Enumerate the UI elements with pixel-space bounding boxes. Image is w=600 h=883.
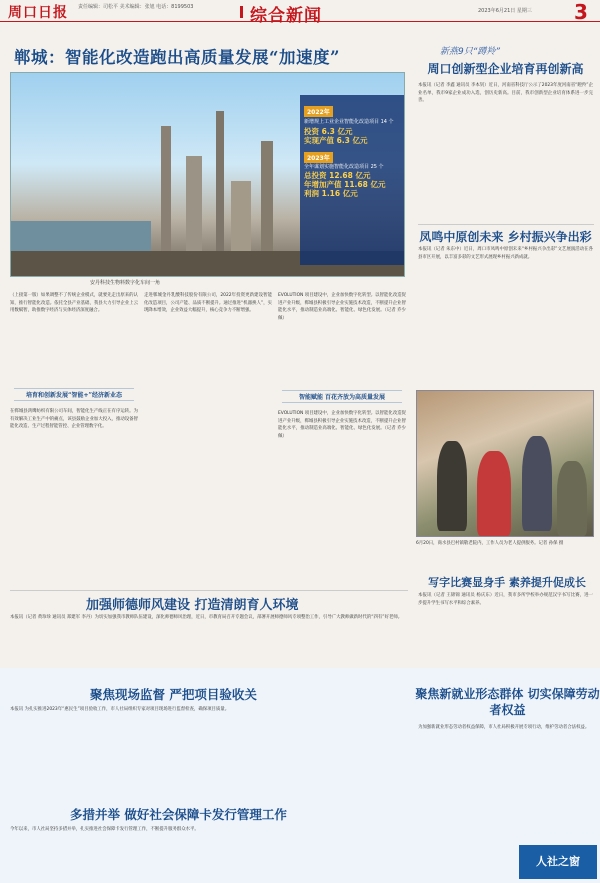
infobox-line: 新增规上工业企业智能化改造项目 14 个 [304, 119, 394, 125]
infobox-line: 实现产值 6.3 亿元 [304, 136, 368, 145]
page-number: 3 [574, 0, 588, 24]
bottom-body-2: 今年以来，市人社局坚持多措并举，扎实推进社会保障卡发行管理工作，不断提升服务群众水平。 [10, 827, 199, 832]
bottom-headline-3: 聚焦新就业形态群体 切实保障劳动者权益 [415, 687, 600, 717]
bottom-body-3: 为加强新就业形态劳动者权益保障，市人社局积极开展专项行动，维护劳动者合法权益。 [418, 725, 590, 730]
lead-headline: 郸城：智能化改造跑出高质量发展“加速度” [14, 48, 340, 67]
stats-infobox [300, 95, 404, 265]
lead-body-col1: （上接第一版）如果调整不了传统企业模式，就要先走出原来的认知，推行智能化改造。依托全县产业基础，我县大力引导企业上云用数赋智，助推数字经济与实体经济深度融合。 [10, 293, 138, 314]
hr-window-badge: 人社之窗 [519, 845, 597, 879]
newspaper-logo: 周口日报 [8, 5, 68, 21]
right-headline-1: 周口创新型企业培育再创新高 [427, 62, 584, 76]
right-body-1: 本报讯（记者 李鑫 通讯员 李本钊）近日，河南省科技厅公示了2023年度河南省“瞪羚”企业名单，我市9家企业成功入选，创历史新高。目前，我市创新型企业培育体系进一步完善。 [418, 83, 593, 104]
right-kicker: 新燕9只“蹲羚” [440, 47, 501, 57]
elderly-care-photo [416, 390, 594, 537]
infobox-line: 利润 1.16 亿元 [304, 189, 358, 198]
right-headline-2: 凤鸣中原创未来 乡村振兴争出彩 [419, 230, 592, 244]
lead-body-col2: 走进郸城金丹乳酸科技股份有限公司，2022年投资更新建设智能化改造项目，公司产能、品质不断提升。通过推进“机器换人”，实现降本增效，企业效益大幅提升，核心竞争力不断增强。 [144, 293, 272, 314]
bottom-headline-2: 多措并举 做好社会保障卡发行管理工作 [70, 807, 287, 822]
lead-subhead-1: 培育和创新发展“智能+”经济新业态 [14, 388, 134, 401]
lead-photo-caption: 安丹科技生物料数字化车间一角 [90, 280, 161, 286]
infobox-line: 年增加产值 11.68 亿元 [304, 180, 386, 189]
bottom-headline-1: 聚焦现场监督 严把项目验收关 [90, 687, 257, 702]
masthead-info: 责任编辑：司松平 美术编辑：张旭 电话：8199503 [78, 4, 194, 10]
section-title: 综合新闻 [250, 1, 322, 26]
infobox-line: 全年谋划实施智能化改造项目 25 个 [304, 164, 384, 170]
middle-headline: 加强师德师风建设 打造清朗育人环境 [86, 598, 299, 613]
infobox-line: 投资 6.3 亿元 [304, 127, 353, 136]
lead-body-col3b: EVOLUTION 项目建设中，企业加快数字化转型。以智能化改造促进产业升级，郸城县积极引导企业实施技术改造，不断提升企业智能化水平，推动制造业高端化、智能化、绿色化发展。（记者 乔少佩） [278, 411, 406, 439]
right-body-3: 本报讯（记者 王锦锦 通讯员 杨庆东）近日，我市多所学校举办规范汉字书写比赛，进一步提升学生书写水平和综合素养。 [418, 593, 593, 606]
right-photo-caption: 6月20日，商水县巴村镇敬老院内，工作人员为老人提供服务。记者 孙保 摄 [416, 541, 564, 546]
infobox-line: 总投资 12.68 亿元 [304, 171, 371, 180]
infobox-year-2023: 2023年 [304, 152, 333, 163]
infobox-year-2022: 2022年 [304, 106, 333, 117]
lead-body-col1b: 在郸城县鸿鹰纺织有限公司车间，智能化生产线正在有序运转。为有效解决工业生产中的痛点，该县鼓励企业加大投入，推动设备智能化改造、生产过程智能管控、企业管理数字化。 [10, 409, 138, 430]
middle-body: 本报讯（记者 黄珍珍 通讯员 郑建军 李丹）为切实加强我市教师队伍建设，深化师德师风治理，近日，市教育局召开专题会议，部署开展师德师风专项整治工作，引导广大教师做新时代的“四有”好老师。 [10, 615, 403, 620]
right-body-2: 本报讯（记者 朱东中）近日，周口市凤鸣中原创未来“乡村振兴争出彩”文艺展演活动在各县市区开展，以丰富多彩的文艺形式展现乡村振兴新成就。 [418, 247, 593, 260]
issue-date: 2023年6月21日 星期三 [478, 8, 532, 14]
lead-subhead-2: 智能赋能 百花齐放为高质量发展 [282, 390, 402, 403]
right-headline-3: 写字比赛显身手 素养提升促成长 [428, 576, 586, 589]
bottom-body-1: 本报讯 为扎实推进2023年“惠民生”项目验收工作，市人社局组织专家对项目现场进行监督检查，确保项目质量。 [10, 707, 230, 712]
lead-body-col3: EVOLUTION 项目建设中，企业加快数字化转型。以智能化改造促进产业升级，郸城县积极引导企业实施技术改造，不断提升企业智能化水平，推动制造业高端化、智能化、绿色化发展。（记者 乔少佩） [278, 293, 406, 321]
